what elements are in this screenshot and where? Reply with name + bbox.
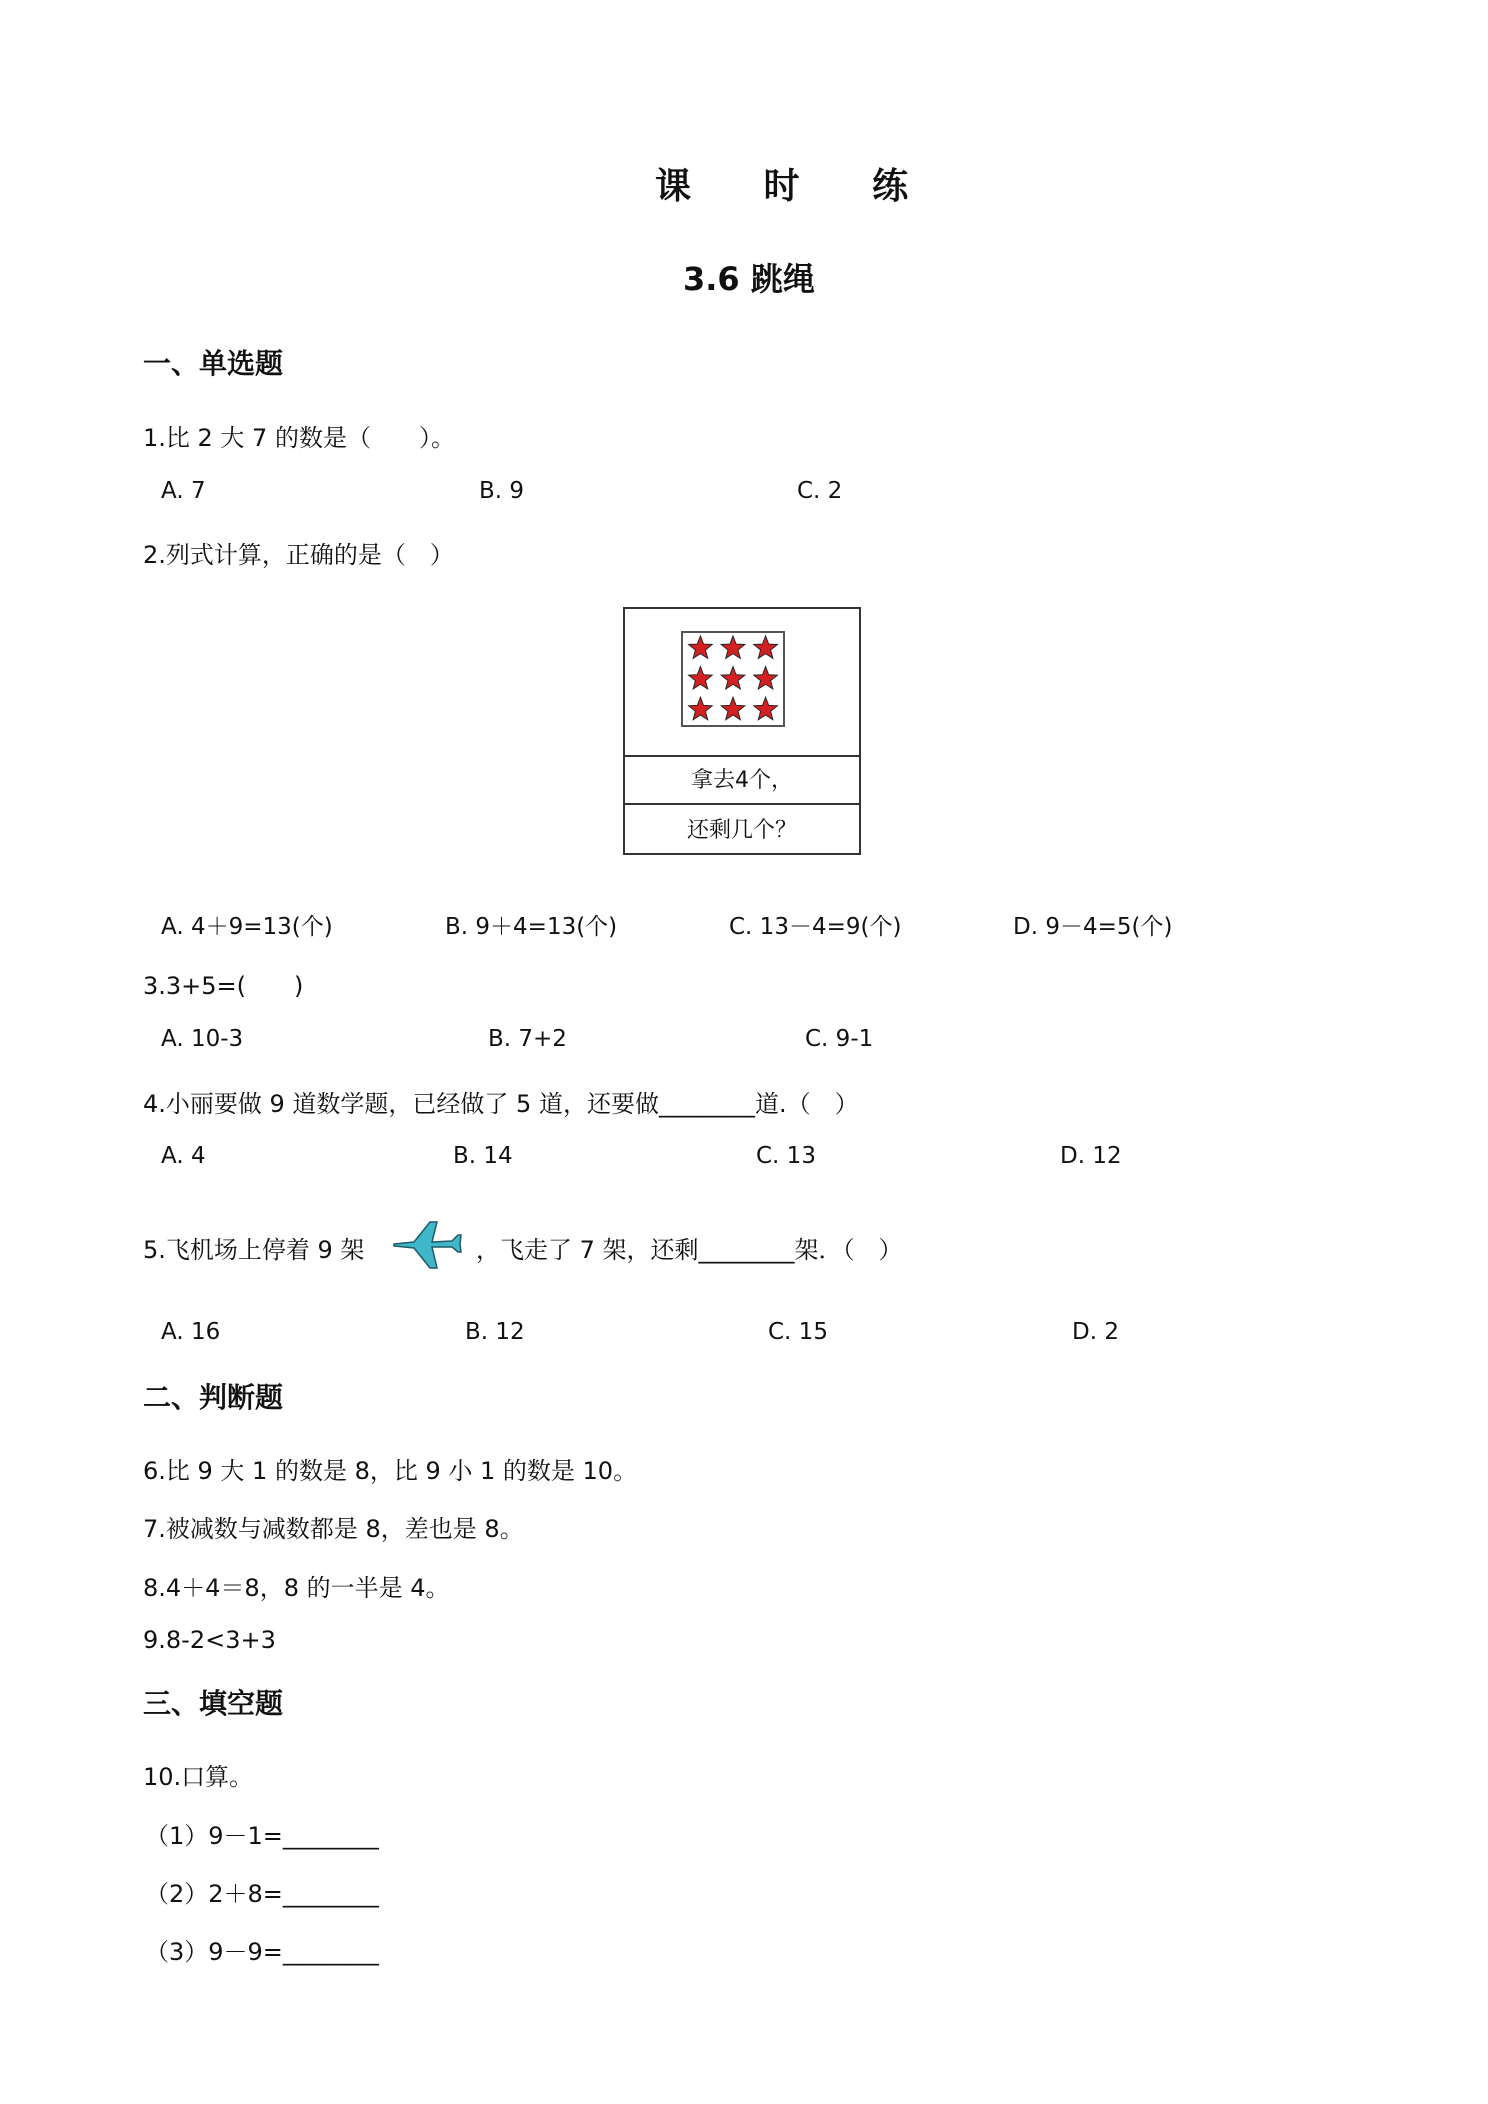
option: A. 4 [161,1143,206,1169]
option: B. 9＋4=13(个) [445,914,618,940]
stars-svg [683,633,783,725]
option: B. 7+2 [488,1026,567,1052]
question-text: 8.4＋4＝8，8 的一半是 4。 [143,1574,450,1602]
page-subtitle: 3.6 跳绳 [683,260,815,298]
option: A. 4＋9=13(个) [161,914,333,940]
option: C. 9-1 [805,1026,874,1052]
option: B. 12 [465,1319,525,1345]
section-heading: 二、判断题 [143,1381,284,1414]
option: D. 2 [1072,1319,1119,1345]
star-icon [689,636,713,659]
star-icon [721,636,745,659]
question-text: 6.比 9 大 1 的数是 8，比 9 小 1 的数是 10。 [143,1457,638,1485]
question-text: 1.比 2 大 7 的数是（ ）。 [143,424,455,452]
section-heading: 三、填空题 [143,1687,284,1720]
option: B. 14 [453,1143,513,1169]
figure-caption-line1: 拿去4个， [625,757,859,805]
question-text: 4.小丽要做 9 道数学题，已经做了 5 道，还要做________道.（ ） [143,1090,859,1118]
option: C. 2 [797,478,843,504]
option: C. 13 [756,1143,816,1169]
star-icon [754,636,778,659]
question-text: 7.被减数与减数都是 8，差也是 8。 [143,1515,524,1543]
question-text: 3.3+5=( ) [143,972,304,1000]
option: B. 9 [479,478,525,504]
option: C. 15 [768,1319,828,1345]
star-icon [689,697,713,720]
fill-item: （2）2＋8=________ [145,1880,379,1908]
section-heading: 一、单选题 [143,347,284,380]
option: D. 9－4=5(个) [1013,914,1173,940]
figure-picture-area [625,609,859,757]
star-icon [721,667,745,690]
question-figure [623,607,861,855]
figure-caption-line2: 还剩几个？ [686,818,797,843]
question-text: ，飞走了 7 架，还剩________架．（ ） [476,1236,903,1264]
star-icon [689,667,713,690]
star-icon [754,697,778,720]
option: D. 12 [1060,1143,1122,1169]
question-text: 5.飞机场上停着 9 架 [143,1236,365,1264]
option: A. 10-3 [161,1026,244,1052]
star-icon [721,697,745,720]
option: A. 7 [161,478,206,504]
question-text: 2.列式计算，正确的是（ ） [143,541,454,569]
fill-item: （1）9－1=________ [145,1822,379,1850]
star-grid [681,631,785,727]
question-text: 10.口算。 [143,1763,254,1791]
airplane-icon [390,1212,464,1272]
fill-item: （3）9－9=________ [145,1938,379,1966]
option: A. 16 [161,1319,221,1345]
question-text: 9.8-2<3+3 [143,1626,276,1654]
page-title: 课 时 练 [655,166,939,207]
option: C. 13－4=9(个) [729,914,902,940]
star-icon [754,667,778,690]
